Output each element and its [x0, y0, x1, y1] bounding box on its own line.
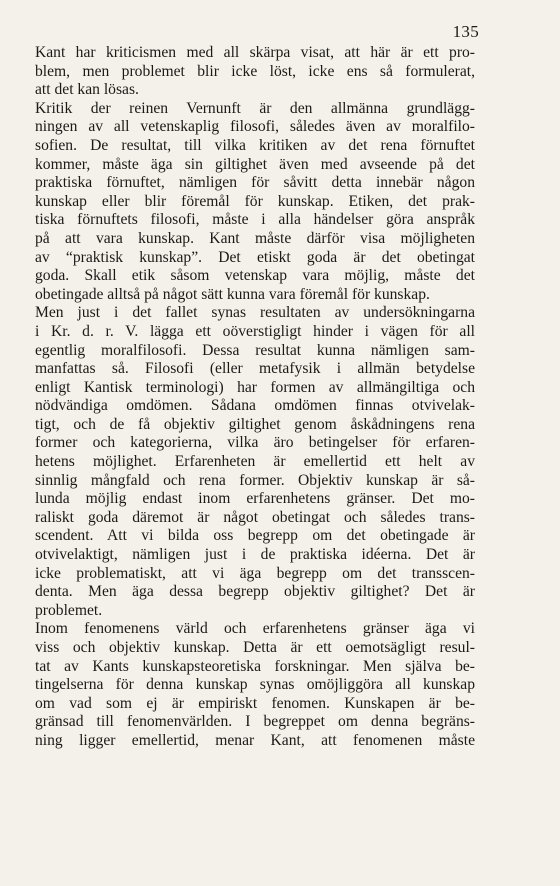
text-line: på att vara kunskap. Kant måste därför visa möjligheten [35, 229, 475, 247]
text-line: goda. Skall etik såsom vetenskap vara möjlig, måste det [35, 267, 475, 285]
text-line: om vad som ej är empiriskt fenomen. Kunskapen är be- [35, 694, 475, 712]
text-line: manfattas så. Filosofi (eller metafysik i allmän betydelse [35, 360, 475, 378]
text-line: tiska förnuftets filosofi, måste i alla händelser göra anspråk [35, 211, 475, 229]
text-line: hetens möjlighet. Erfarenheten är emellertid ett helt av [35, 453, 475, 471]
text-line: tingelserna för denna kunskap synas omöjliggöra all kunskap [35, 676, 475, 694]
text-line: egentlig moralfilosofi. Dessa resultat kunna nämligen sam- [35, 341, 475, 359]
text-line: Kant har kriticismen med all skärpa visat, att här är ett pro- [35, 44, 475, 61]
text-line: att det kan lösas. [35, 81, 139, 99]
text-line: former och kategorierna, vilka äro betingelser för erfaren- [35, 434, 475, 452]
text-line: av “praktisk kunskap”. Det etiskt goda är det obetingat [35, 248, 475, 266]
text-line: Kritik der reinen Vernunft är den allmänna grundlägg- [35, 99, 475, 117]
text-line: ning ligger emellertid, menar Kant, att fenomenen måste [35, 731, 475, 749]
text-line: obetingade alltså på något sätt kunna vara föremål för kunskap. [35, 285, 430, 303]
text-line: problemet. [35, 601, 103, 619]
text-line: ningen av all vetenskaplig filosofi, således även av moralfilo- [35, 118, 475, 136]
text-line: tat av Kants kunskapsteoretiska forskningar. Men själva be- [35, 657, 475, 675]
text-line: sinnlig mångfald och rena former. Objektiv kunskap är så- [35, 471, 475, 489]
page-number: 135 [452, 22, 479, 41]
text-line: blem, men problemet blir icke löst, icke ens så formulerat, [35, 62, 475, 80]
text-line: nödvändiga omdömen. Sådana omdömen finnas otvivelak- [35, 397, 475, 415]
text-line: viss och objektiv kunskap. Detta är ett oemotsägligt resul- [35, 639, 475, 656]
text-line: gränsad till fenomenvärlden. I begreppet om denna begräns- [35, 713, 475, 731]
text-line: raliskt goda däremot är något obetingat och således trans- [35, 508, 475, 526]
text-line: Inom fenomenens värld och erfarenhetens gränser äga vi [35, 620, 475, 638]
text-line: otvivelaktigt, nämligen just i de praktiska idéerna. Det är [35, 546, 475, 564]
text-line: lunda möjlig endast inom erfarenhetens gränser. Det mo- [35, 490, 475, 508]
text-line: icke problematiskt, att vi äga begrepp om det transscen- [35, 564, 475, 582]
body-text [35, 44, 475, 751]
text-line: praktiska förnuftet, nämligen för såvitt detta innebär någon [35, 174, 475, 192]
text-line: kommer, måste äga sin giltighet även med avseende på det [35, 155, 475, 173]
text-line: i Kr. d. r. V. lägga ett oöverstigligt hinder i vägen för all [35, 322, 475, 340]
text-line: scendent. Att vi bilda oss begrepp om det obetingade är [35, 527, 475, 545]
text-line: denta. Men äga dessa begrepp objektiv giltighet? Det är [35, 583, 475, 601]
text-line: enligt Kantisk terminologi) har formen av allmängiltiga och [35, 378, 475, 396]
text-line: tigt, och de få objektiv giltighet genom åskådningens rena [35, 415, 475, 433]
text-line: kunskap eller blir föremål för kunskap. Etiken, det prak- [35, 192, 475, 210]
text-line: Men just i det fallet synas resultaten av undersökningarna [35, 304, 475, 322]
text-line: sofien. De resultat, till vilka kritiken av det rena förnuftet [35, 136, 475, 154]
